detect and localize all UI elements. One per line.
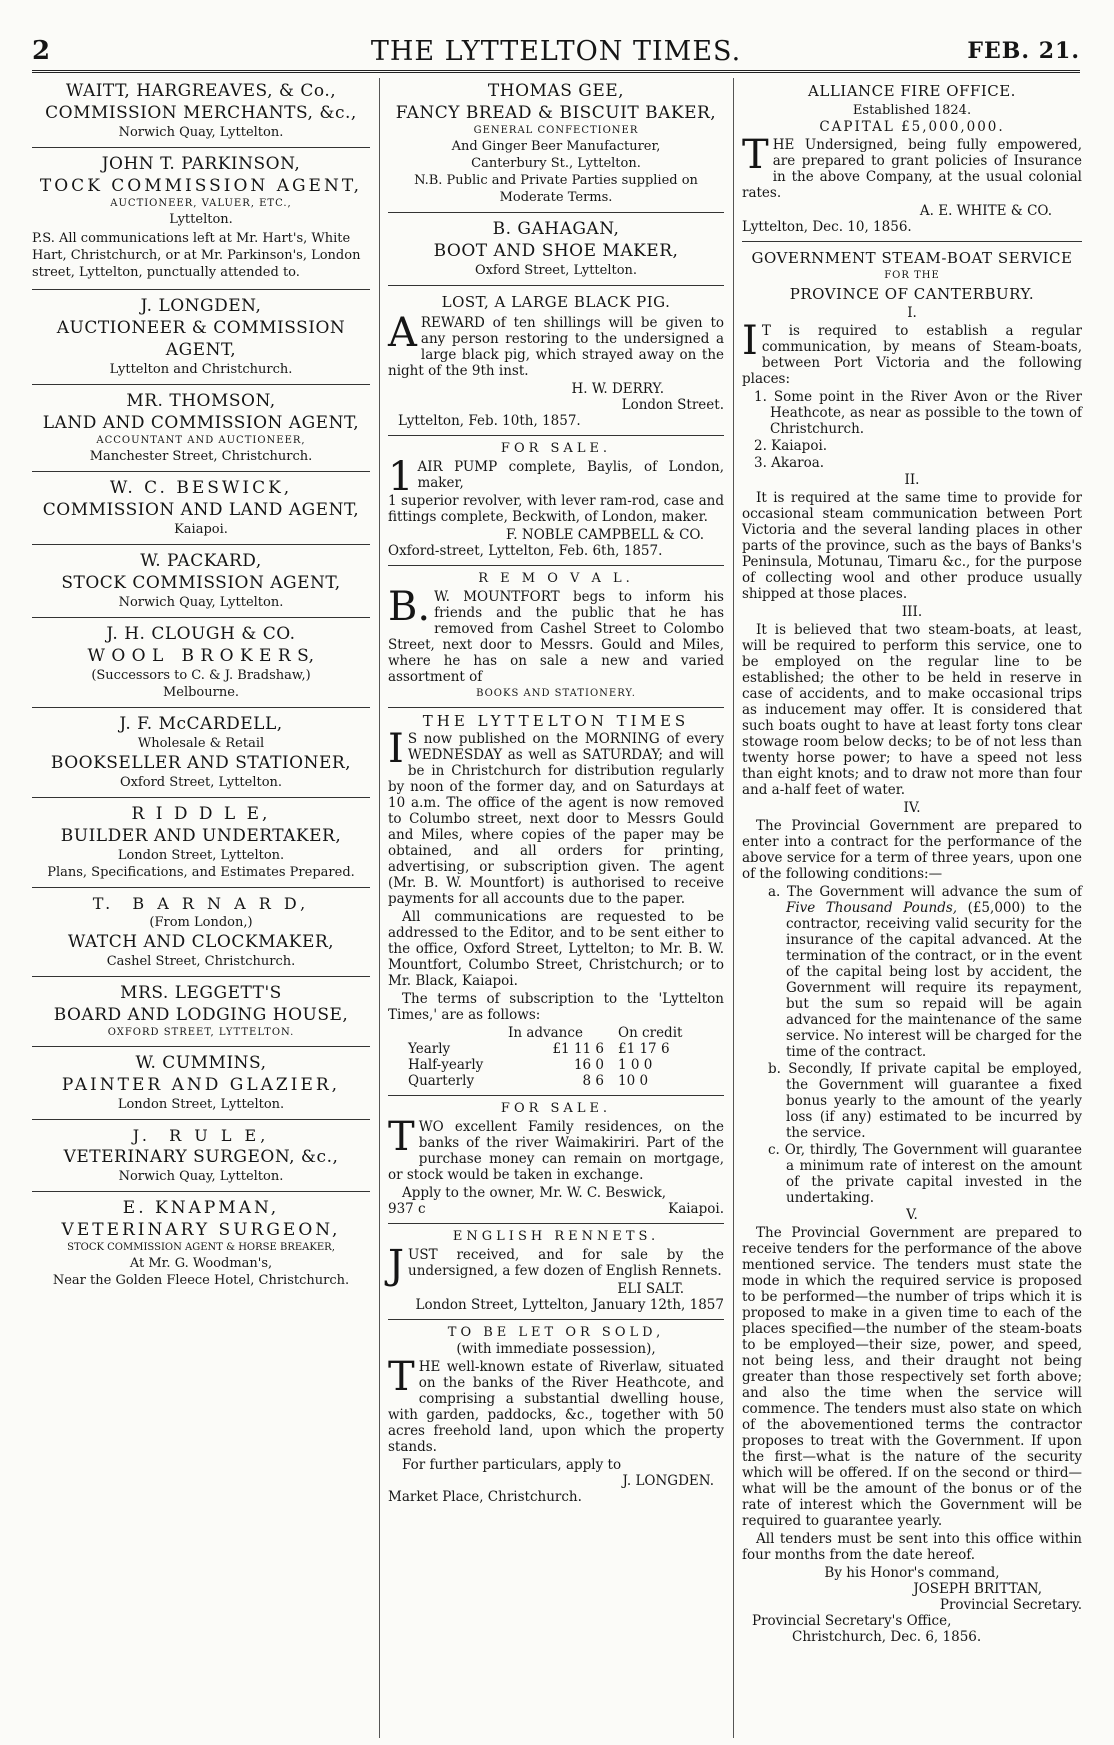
ad-subtitle: STOCK COMMISSION AGENT & HORSE BREAKER, bbox=[67, 1242, 335, 1253]
notice-body: All tenders must be sent into this office within four months from the date hereof. bbox=[742, 1531, 1082, 1563]
notice-body: It is required at the same time to provide for occasional steam communication between Port Victoria and the several landing places in other parts of the province, such as the bays of Banks's Peninsula, Motunau, Timaru &c., for the purpose of collecting wool and other produce usually shipped at those places. bbox=[742, 490, 1082, 602]
ad-signature: H. W. DERRY. bbox=[571, 381, 664, 397]
ad-heading: ALLIANCE FIRE OFFICE. bbox=[808, 82, 1016, 100]
ad-trade: STOCK COMMISSION AGENT, bbox=[61, 573, 341, 593]
ad-heading: FOR SALE. bbox=[500, 441, 612, 456]
ad-heading: THE LYTTELTON TIMES bbox=[422, 712, 690, 730]
ad-address: Kaiapoi. bbox=[174, 522, 228, 537]
notice-subtitle: FOR THE bbox=[884, 270, 940, 281]
ad-gee bbox=[388, 78, 724, 213]
ad-trade: TOCK COMMISSION AGENT, bbox=[39, 176, 363, 196]
drop-cap: T bbox=[388, 1354, 415, 1400]
newspaper-title: THE LYTTELTON TIMES. bbox=[370, 36, 742, 67]
notice-heading: GOVERNMENT STEAM-BOAT SERVICE bbox=[751, 249, 1073, 267]
ad-address: Oxford Street, Lyttelton. bbox=[474, 263, 638, 278]
table-cell: Yearly bbox=[408, 1041, 451, 1057]
section-number: I. bbox=[907, 305, 917, 321]
condition-text: a. The Government will advance the sum of bbox=[768, 884, 1082, 900]
ad-leggett bbox=[32, 977, 370, 1047]
ad-trade: VETERINARY SURGEON, bbox=[61, 1220, 341, 1240]
ad-date: Lyttelton, Dec. 10, 1856. bbox=[742, 219, 912, 235]
ad-heading: LOST, A LARGE BLACK PIG. bbox=[441, 293, 671, 311]
notice-command: By his Honor's command, bbox=[824, 1565, 1000, 1581]
ad-thomson bbox=[32, 385, 370, 472]
ad-knapman bbox=[32, 1192, 370, 1289]
condition-a bbox=[742, 884, 1082, 1060]
ad-for-sale-pump bbox=[388, 436, 724, 566]
ad-to-let bbox=[388, 1320, 724, 1505]
ad-signature: J. LONGDEN. bbox=[622, 1473, 714, 1489]
ad-trade: LAND AND COMMISSION AGENT, bbox=[42, 413, 360, 433]
ad-date: London Street, Lyttelton, January 12th, 1857 bbox=[415, 1297, 724, 1313]
drop-cap: T bbox=[742, 132, 769, 178]
ad-lost-pig bbox=[388, 286, 724, 436]
ad-address: Melbourne. bbox=[162, 685, 240, 700]
ad-address: Norwich Quay, Lyttelton. bbox=[118, 125, 284, 140]
ad-address-2: Near the Golden Fleece Hotel, Christchurch. bbox=[52, 1273, 350, 1288]
ad-parkinson bbox=[32, 148, 370, 290]
ad-body: All communications are requested to be addressed to the Editor, and to be sent either to the office, Oxford Street, Lyttelton; to Mr. B. W. Mountfort, Columbo Street, Christchurch; or to Mr. Black, Kaiapoi. bbox=[388, 909, 724, 989]
ad-subtitle: BOOKS AND STATIONERY. bbox=[476, 688, 636, 699]
ad-waitt bbox=[32, 78, 370, 148]
ad-body: HE Undersigned, being fully empowered, are prepared to grant policies of Insurance in the above Company, at the usual colonial rates. bbox=[742, 137, 1082, 201]
ad-riddle bbox=[32, 798, 370, 888]
ad-address: Lyttelton and Christchurch. bbox=[109, 362, 293, 377]
ad-trade: COMMISSION AND LAND AGENT, bbox=[42, 500, 360, 520]
ad-trade: BOARD AND LODGING HOUSE, bbox=[53, 1005, 349, 1025]
ad-gahagan bbox=[388, 213, 724, 286]
ad-name: W. C. BESWICK, bbox=[109, 478, 293, 498]
ad-name: J. H. CLOUGH & CO. bbox=[106, 624, 296, 644]
ad-trade: AUCTIONEER & COMMISSION AGENT, bbox=[56, 318, 346, 360]
ad-address: OXFORD STREET, LYTTELTON. bbox=[107, 1027, 295, 1038]
ad-subtitle: AUCTIONEER, VALUER, ETC., bbox=[110, 198, 292, 209]
section-number: II. bbox=[904, 472, 920, 488]
ad-subtitle: CAPITAL £5,000,000. bbox=[819, 119, 1005, 135]
drop-cap: 1 bbox=[388, 454, 414, 500]
ad-address: Lyttelton. bbox=[169, 212, 233, 227]
ad-body: HE well-known estate of Riverlaw, situated on the banks of the River Heathcote, and comprising a substantial dwelling house, with garden, paddocks, &c., together with 50 acres freehold land, upon which the property stands. bbox=[388, 1359, 724, 1455]
section-number: III. bbox=[901, 604, 923, 620]
notice-signature-title: Provincial Secretary. bbox=[939, 1597, 1082, 1613]
ad-subtitle: GENERAL CONFECTIONER bbox=[473, 125, 639, 136]
notice-steam-boat-service bbox=[742, 242, 1082, 1645]
issue-date: FEB. 21. bbox=[967, 38, 1080, 64]
ad-beswick bbox=[32, 472, 370, 545]
ad-address: Kaiapoi. bbox=[668, 1201, 724, 1217]
column-rule bbox=[733, 78, 734, 1738]
ad-name: R I D D L E, bbox=[131, 804, 271, 824]
ad-heading: ENGLISH RENNETS. bbox=[452, 1229, 660, 1244]
drop-cap: T bbox=[388, 1114, 415, 1160]
ad-trade: WATCH AND CLOCKMAKER, bbox=[67, 932, 335, 952]
ad-rule bbox=[32, 1120, 370, 1192]
ad-address: Manchester Street, Christchurch. bbox=[89, 449, 313, 464]
ad-address: London Street, Lyttelton. bbox=[117, 848, 285, 863]
list-item: 3. Akaroa. bbox=[754, 455, 825, 471]
page-number: 2 bbox=[32, 36, 51, 66]
notice-signature: JOSEPH BRITTAN, bbox=[913, 1581, 1042, 1597]
ad-date: Lyttelton, Feb. 10th, 1857. bbox=[398, 413, 581, 429]
ad-item: AIR PUMP complete, Baylis, of London, maker, bbox=[417, 459, 724, 491]
ad-signature: ELI SALT. bbox=[617, 1281, 684, 1297]
ad-item: 1 superior revolver, with lever ram-rod, case and fittings complete, Beckwith, of London, maker. bbox=[388, 493, 724, 525]
ad-barnard bbox=[32, 888, 370, 977]
ad-body: W. MOUNTFORT begs to inform his friends and the public that he has removed from Cashel Street to Colombo Street, next door to Messrs. Gould and Miles, where he has on sale a new and varied assortment of bbox=[388, 589, 724, 685]
ad-lyttelton-times bbox=[388, 708, 724, 1096]
ad-name: T. B A R N A R D, bbox=[92, 894, 310, 913]
ad-trade: COMMISSION MERCHANTS, &c., bbox=[45, 103, 357, 123]
ad-name: THOMAS GEE, bbox=[487, 81, 625, 101]
column-rule bbox=[379, 78, 380, 1738]
notice-body: T is required to establish a regular communication, by means of Steam-boats, between Port Victoria and the following places: bbox=[742, 323, 1082, 387]
ad-name: WAITT, HARGREAVES, & Co., bbox=[65, 81, 337, 101]
ad-address: At Mr. G. Woodman's, bbox=[129, 1256, 273, 1271]
ad-address: London Street. bbox=[621, 397, 724, 413]
ad-subtitle: Established 1824. bbox=[852, 103, 972, 118]
ad-trade: BOOKSELLER AND STATIONER, bbox=[50, 753, 352, 773]
ad-alliance bbox=[742, 78, 1082, 242]
ad-apply: For further particulars, apply to bbox=[402, 1457, 622, 1473]
ad-longden bbox=[32, 290, 370, 385]
ad-mccardell bbox=[32, 708, 370, 798]
notice-date: Christchurch, Dec. 6, 1856. bbox=[792, 1629, 982, 1645]
table-cell: Half-yearly bbox=[408, 1057, 484, 1073]
drop-cap: A bbox=[388, 310, 417, 356]
ad-subtitle: (From London,) bbox=[149, 915, 253, 930]
ad-body: The terms of subscription to the 'Lyttelton Times,' are as follows: bbox=[388, 991, 724, 1023]
ad-subtitle: (Successors to C. & J. Bradshaw,) bbox=[91, 668, 311, 683]
ad-name: MRS. LEGGETT'S bbox=[120, 983, 282, 1003]
ad-name: W. CUMMINS, bbox=[135, 1053, 267, 1073]
list-item: 2. Kaiapoi. bbox=[754, 438, 828, 454]
ad-name: MR. THOMSON, bbox=[126, 391, 276, 411]
ad-name: B. GAHAGAN, bbox=[492, 219, 620, 239]
column-3 bbox=[742, 78, 1082, 1645]
table-cell: 16 0 bbox=[573, 1057, 604, 1073]
condition-text: (£5,000) to the contractor, receiving valid security for the insurance of the capital advanced. At the termination of the contract, or in the event of the capital being lost by accident, the Government will require its repayment, but the sum so repaid will be again advanced for the maintenance of the same service. No interest will be charged for the time of the contract. bbox=[786, 900, 1083, 1060]
ad-body: REWARD of ten shillings will be given to any person restoring to the undersigned a large black pig, which strayed away on the night of the 9th inst. bbox=[388, 315, 724, 379]
ad-note: Plans, Specifications, and Estimates Prepared. bbox=[47, 865, 355, 880]
ad-english-rennets bbox=[388, 1224, 724, 1320]
ad-subtitle: ACCOUNTANT AND AUCTIONEER, bbox=[96, 435, 306, 446]
ad-address: Oxford Street, Lyttelton. bbox=[119, 775, 283, 790]
ad-name: J. R U L E, bbox=[132, 1126, 270, 1145]
column-2 bbox=[388, 78, 724, 1505]
ad-signature: A. E. WHITE & CO. bbox=[919, 203, 1052, 219]
ad-body: S now published on the MORNING of every WEDNESDAY as well as SATURDAY; and will be in Christchurch for distribution regularly by noon of the former day, and on Saturdays at 10 a.m. The office of the agent is now removed to Columbo street, next door to Messrs Gould and Miles, where copies of the paper may be obtained, and all orders for printing, advertising, or subscription given. The agent (Mr. B. W. Mountfort) is authorised to receive payments for all accounts due to the paper. bbox=[388, 731, 724, 907]
ad-apply: Apply to the owner, Mr. W. C. Beswick, bbox=[402, 1185, 667, 1201]
ad-address: Market Place, Christchurch. bbox=[388, 1489, 582, 1505]
ad-heading: FOR SALE. bbox=[500, 1101, 612, 1116]
condition-b: b. Secondly, If private capital be employed, the Government will guarantee a fixed bonus yearly to the amount of the yearly loss (if any) estimated to be incurred by the service. bbox=[768, 1061, 1082, 1141]
ad-body: UST received, and for sale by the undersigned, a few dozen of English Rennets. bbox=[408, 1247, 724, 1279]
ad-trade: FANCY BREAD & BISCUIT BAKER, bbox=[395, 103, 717, 123]
table-cell: 10 0 bbox=[618, 1073, 649, 1089]
drop-cap: B. bbox=[388, 584, 431, 630]
ad-name: J. F. McCARDELL, bbox=[119, 714, 283, 734]
ad-body: WO excellent Family residences, on the banks of the river Waimakiriri. Part of the purchase money can remain on mortgage, or stock would be taken in exchange. bbox=[388, 1119, 724, 1183]
ad-subtitle: (with immediate possession), bbox=[456, 1341, 656, 1357]
ad-address: London Street, Lyttelton. bbox=[117, 1097, 285, 1112]
ad-note: P.S. All communications left at Mr. Hart's, White Hart, Christchurch, or at Mr. Parkinson's, London street, Lyttelton, punctually attended to. bbox=[32, 231, 361, 280]
notice-office: Provincial Secretary's Office, bbox=[752, 1613, 952, 1629]
ad-signature: F. NOBLE CAMPBELL & CO. bbox=[506, 527, 704, 543]
notice-body: The Provincial Government are prepared to receive tenders for the performance of the above mentioned service. The tenders must state the mode in which the required service is proposed to be performed—the number of trips which it is proposed to make in a given time to each of the places specified—the number of the steam-boats to be employed—their size, power, and speed, not being less, and their draught not being greater than those respectively set forth above; and also the time when the service will commence. The tenders must also state on which of the abovementioned terms the contractor proposes to treat with the Government. If upon the first—what is the nature of the security which will be offered. If on the second or third—what will be the amount of the bonus or of the rate of interest which the Government will be required to guarantee yearly. bbox=[742, 1225, 1082, 1529]
ad-trade: BUILDER AND UNDERTAKER, bbox=[60, 826, 342, 846]
table-cell: 8 6 bbox=[582, 1073, 604, 1089]
ad-note: N.B. Public and Private Parties supplied on Moderate Terms. bbox=[414, 173, 698, 205]
ad-trade: VETERINARY SURGEON, &c., bbox=[63, 1147, 339, 1167]
ad-date: Oxford-street, Lyttelton, Feb. 6th, 1857. bbox=[388, 543, 663, 559]
notice-body: The Provincial Government are prepared to enter into a contract for the performance of the above service for a term of three years, upon one of the following conditions:— bbox=[742, 818, 1082, 882]
ad-address: Cashel Street, Christchurch. bbox=[106, 954, 296, 969]
ad-heading: TO BE LET OR SOLD, bbox=[447, 1325, 665, 1340]
ad-removal bbox=[388, 566, 724, 708]
subscription-table bbox=[408, 1025, 724, 1089]
ad-packard bbox=[32, 545, 370, 618]
drop-cap: J bbox=[388, 1242, 405, 1288]
ad-heading: R E M O V A L. bbox=[478, 571, 634, 586]
table-cell: 1 0 0 bbox=[618, 1057, 653, 1073]
notice-body: It is believed that two steam-boats, at least, will be required to perform this service, one to be employed on the regular line to be established; the other to be held in reserve in case of accidents, and to make occasional trips as inducement may offer. It is considered that such boats ought to have at least forty tons clear stowage room below decks; to be of not less than twenty horse power; to have a speed not less than eight knots; and to draw not more than four and a-half feet of water. bbox=[742, 622, 1082, 798]
ad-trade: PAINTER AND GLAZIER, bbox=[61, 1075, 341, 1095]
ad-trade: W O O L B R O K E R S, bbox=[87, 646, 315, 666]
condition-emphasis: Five Thousand Pounds, bbox=[786, 900, 958, 916]
drop-cap: I bbox=[388, 726, 404, 772]
column-1 bbox=[32, 78, 370, 1289]
ad-cummins bbox=[32, 1047, 370, 1120]
ad-for-sale-residences bbox=[388, 1096, 724, 1224]
ad-address: Norwich Quay, Lyttelton. bbox=[118, 1169, 284, 1184]
ad-name: E. KNAPMAN, bbox=[122, 1198, 280, 1218]
ad-subtitle: Wholesale & Retail bbox=[137, 736, 265, 751]
section-number: V. bbox=[906, 1207, 918, 1223]
ad-trade: BOOT AND SHOE MAKER, bbox=[433, 241, 679, 261]
ad-line: And Ginger Beer Manufacturer, bbox=[451, 139, 661, 154]
ad-name: J. LONGDEN, bbox=[140, 296, 262, 316]
table-cell: Quarterly bbox=[408, 1073, 475, 1089]
masthead bbox=[32, 36, 1080, 73]
table-header: In advance bbox=[508, 1025, 583, 1041]
table-header: On credit bbox=[618, 1025, 683, 1041]
ad-reference: 937 c bbox=[388, 1201, 426, 1217]
table-cell: £1 11 6 bbox=[552, 1041, 604, 1057]
drop-cap: I bbox=[742, 318, 758, 364]
ad-name: JOHN T. PARKINSON, bbox=[101, 154, 301, 174]
ad-address: Canterbury St., Lyttelton. bbox=[471, 156, 641, 171]
ad-name: W. PACKARD, bbox=[140, 551, 262, 571]
condition-c: c. Or, thirdly, The Government will guarantee a minimum rate of interest on the amount of the private capital invested in the undertaking. bbox=[768, 1142, 1082, 1206]
list-item: 1. Some point in the River Avon or the River Heathcote, as near as possible to the town of Christchurch. bbox=[754, 389, 1082, 437]
ad-clough bbox=[32, 618, 370, 708]
table-cell: £1 17 6 bbox=[618, 1041, 670, 1057]
notice-subtitle: PROVINCE OF CANTERBURY. bbox=[789, 285, 1035, 303]
ad-address: Norwich Quay, Lyttelton. bbox=[118, 595, 284, 610]
section-number: IV. bbox=[903, 800, 921, 816]
